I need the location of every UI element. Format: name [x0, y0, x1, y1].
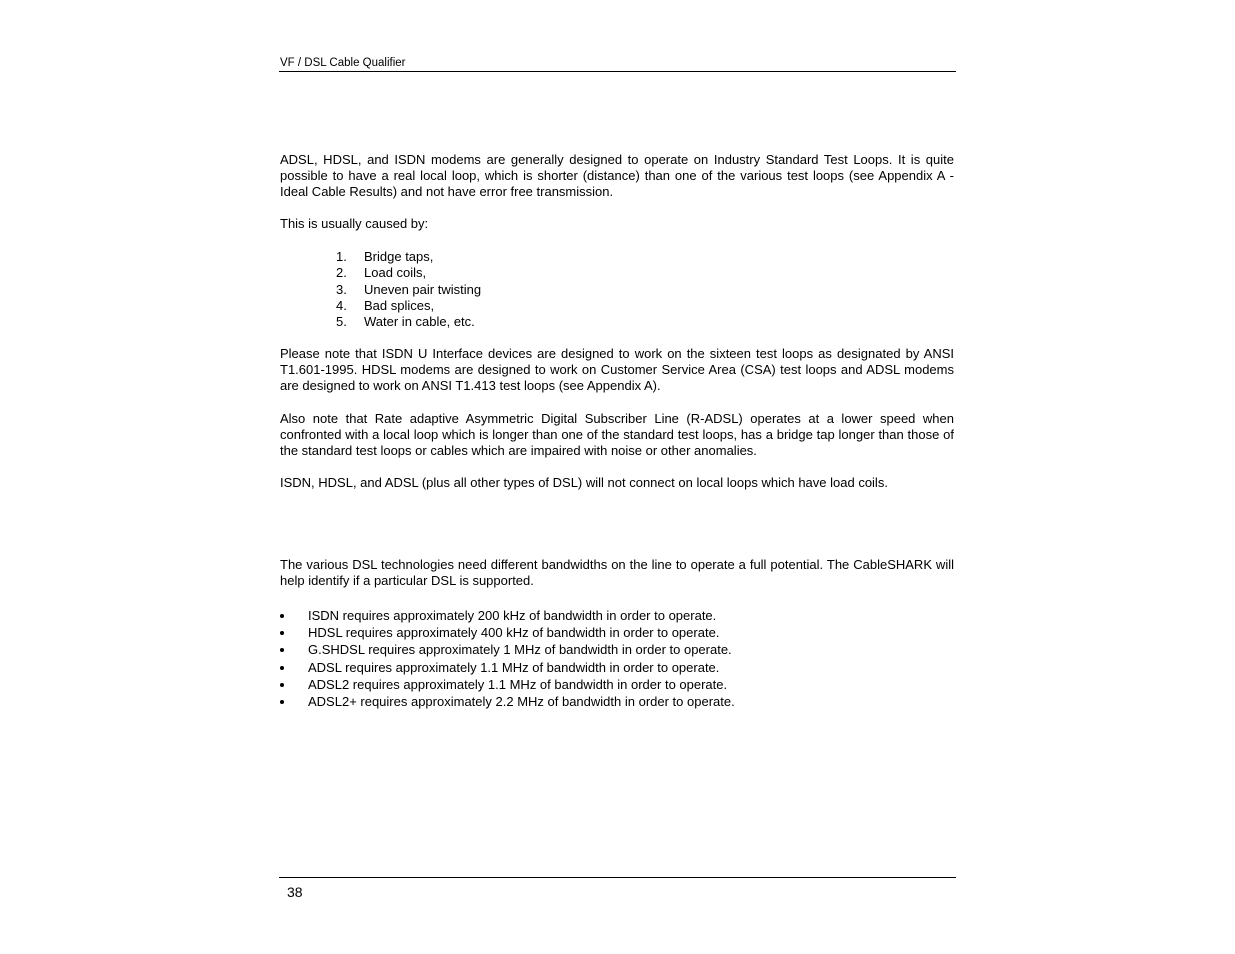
running-header: VF / DSL Cable Qualifier — [280, 57, 406, 69]
bullet-icon — [280, 631, 284, 635]
list-item-text: ADSL2+ requires approximately 2.2 MHz of bandwidth in order to operate. — [308, 693, 735, 709]
intro-paragraph: ADSL, HDSL, and ISDN modems are generally designed to operate on Industry Standard Test Loops. It is quite possible to have a real local loop, which is shorter (distance) than one of the various test loops (see Appendix A - Ideal Cable Results) and not have error free transmission. — [280, 152, 954, 200]
list-item-text: G.SHDSL requires approximately 1 MHz of bandwidth in order to operate. — [308, 642, 732, 658]
header-rule — [279, 71, 956, 72]
isdn-note-paragraph: Please note that ISDN U Interface devices are designed to work on the sixteen test loops as designated by ANSI T1.601-1995. HDSL modems are designed to work on Customer Service Area (CSA) test loops and ADSL modems are designed to work on ANSI T1.413 test loops (see Appendix A). — [280, 346, 954, 394]
list-item-text: ADSL2 requires approximately 1.1 MHz of bandwidth in order to operate. — [308, 676, 728, 692]
bullet-icon — [280, 700, 284, 704]
bandwidth-paragraph: The various DSL technologies need different bandwidths on the line to operate a full potential. The CableSHARK will help identify if a particular DSL is supported. — [280, 557, 954, 589]
list-item-text: HDSL requires approximately 400 kHz of bandwidth in order to operate. — [308, 625, 720, 641]
bullet-icon — [280, 683, 284, 687]
list-item-number: 3. — [336, 281, 347, 297]
bullet-icon — [280, 614, 284, 618]
list-item-text: ADSL requires approximately 1.1 MHz of bandwidth in order to operate. — [308, 659, 720, 675]
list-item-text: Uneven pair twisting — [364, 281, 482, 297]
load-coils-paragraph: ISDN, HDSL, and ADSL (plus all other types of DSL) will not connect on local loops which have load coils. — [280, 475, 888, 490]
list-item-number: 5. — [336, 314, 347, 330]
list-item-text: ISDN requires approximately 200 kHz of bandwidth in order to operate. — [308, 608, 717, 623]
radsl-note-paragraph: Also note that Rate adaptive Asymmetric Digital Subscriber Line (R-ADSL) operates at a lower speed when confronted with a local loop which is longer than one of the standard test loops, has a bridge tap longer than those of the standard test loops or cables which are impaired with noise or other anomalies. — [280, 411, 954, 459]
footer-rule — [279, 877, 956, 878]
list-item-number: 1. — [336, 249, 347, 264]
list-item-text: Load coils, — [364, 265, 427, 281]
bullet-icon — [280, 648, 284, 652]
list-item-text: Bridge taps, — [364, 249, 434, 264]
list-item-number: 2. — [336, 265, 347, 281]
page-number: 38 — [287, 884, 303, 900]
list-item-text: Bad splices, — [364, 297, 435, 313]
list-item-number: 4. — [336, 297, 347, 313]
list-item-text: Water in cable, etc. — [364, 314, 475, 330]
caused-by-paragraph: This is usually caused by: — [280, 216, 429, 231]
bullet-icon — [280, 666, 284, 670]
